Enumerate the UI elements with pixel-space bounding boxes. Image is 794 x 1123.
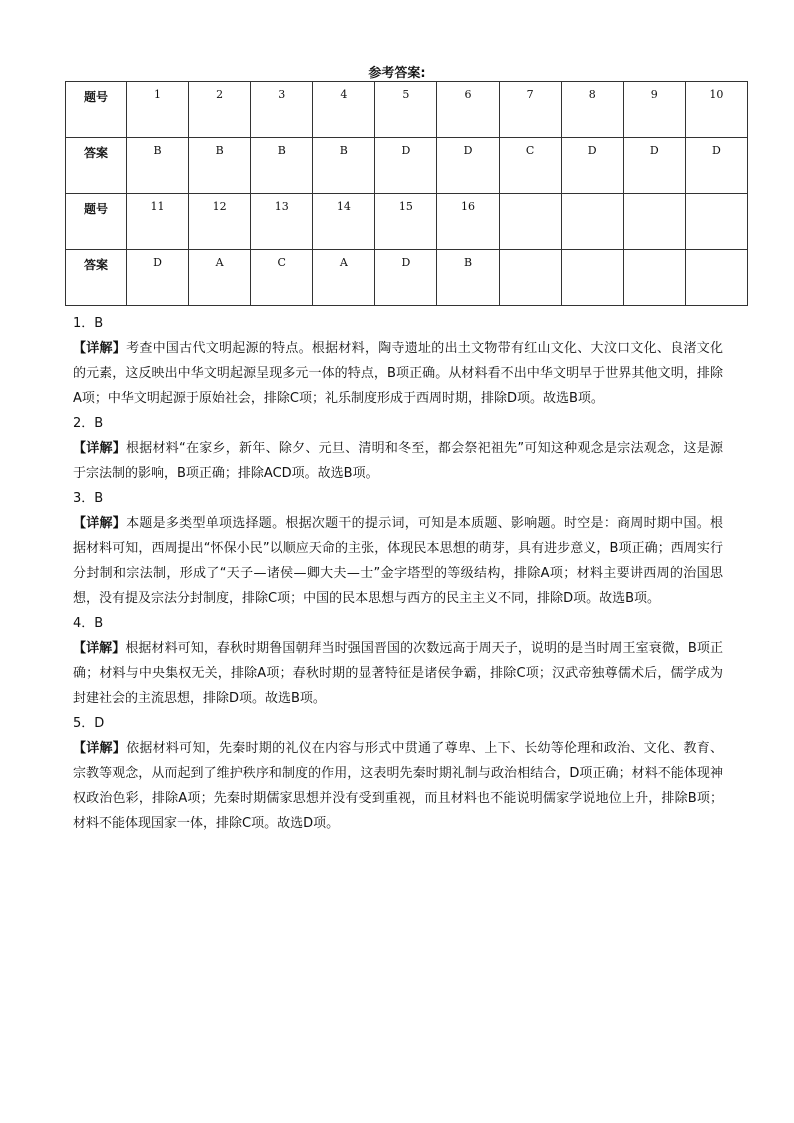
table-cell: D xyxy=(437,138,499,194)
table-cell: B xyxy=(437,250,499,306)
table-cell xyxy=(685,194,747,250)
table-cell: 5 xyxy=(375,82,437,138)
table-cell xyxy=(561,194,623,250)
table-cell: B xyxy=(189,138,251,194)
table-cell: A xyxy=(313,250,375,306)
question-explanation xyxy=(73,436,723,486)
table-cell: 2 xyxy=(189,82,251,138)
answer-table xyxy=(65,81,748,306)
table-cell: 8 xyxy=(561,82,623,138)
table-row xyxy=(66,82,748,138)
table-cell xyxy=(499,194,561,250)
table-row xyxy=(66,194,748,250)
table-cell: D xyxy=(623,138,685,194)
table-cell xyxy=(561,250,623,306)
table-cell: B xyxy=(251,138,313,194)
table-cell: 9 xyxy=(623,82,685,138)
explanation-text: 考查中国古代文明起源的特点。根据材料，陶寺遗址的出土文物带有红山文化、大汶口文化、良渚文化的元素，这反映出中华文明起源呈现多元一体的特点，B项正确。从材料看不出中华文明早于世界其他文明，排除A项；中华文明起源于原始社会，排除C项；礼乐制度形成于西周时期，排除D项。故选B项。 xyxy=(73,341,723,406)
table-cell: B xyxy=(127,138,189,194)
row-header: 答案 xyxy=(66,138,127,194)
answer-key-title: 参考答案: xyxy=(368,66,426,81)
table-cell xyxy=(685,250,747,306)
detail-tag: 【详解】 xyxy=(73,516,127,531)
table-cell: 4 xyxy=(313,82,375,138)
table-cell: 12 xyxy=(189,194,251,250)
row-header: 题号 xyxy=(66,82,127,138)
explanation-text: 根据材料“在家乡，新年、除夕、元旦、清明和冬至，都会祭祀祖先”可知这种观念是宗法观念，这是源于宗法制的影响，B项正确；排除ACD项。故选B项。 xyxy=(73,441,723,481)
table-cell: 6 xyxy=(437,82,499,138)
table-cell: 11 xyxy=(127,194,189,250)
table-cell: 3 xyxy=(251,82,313,138)
table-cell: D xyxy=(375,138,437,194)
question-number: 2．B xyxy=(73,416,104,431)
table-cell: 1 xyxy=(127,82,189,138)
table-cell: 7 xyxy=(499,82,561,138)
explanations-section xyxy=(73,311,723,836)
table-cell: D xyxy=(685,138,747,194)
question-explanation xyxy=(73,636,723,711)
table-cell: 15 xyxy=(375,194,437,250)
question-number: 1．B xyxy=(73,316,104,331)
row-header: 题号 xyxy=(66,194,127,250)
question-explanation xyxy=(73,511,723,611)
row-header: 答案 xyxy=(66,250,127,306)
table-row xyxy=(66,138,748,194)
detail-tag: 【详解】 xyxy=(73,641,126,656)
table-cell: 14 xyxy=(313,194,375,250)
table-cell xyxy=(623,194,685,250)
question-explanation xyxy=(73,736,723,836)
table-cell: 13 xyxy=(251,194,313,250)
table-cell: 10 xyxy=(685,82,747,138)
table-cell: A xyxy=(189,250,251,306)
table-cell: D xyxy=(375,250,437,306)
question-number: 5．D xyxy=(73,716,105,731)
table-cell xyxy=(623,250,685,306)
table-cell: C xyxy=(251,250,313,306)
table-cell: D xyxy=(561,138,623,194)
table-cell: C xyxy=(499,138,561,194)
detail-tag: 【详解】 xyxy=(73,741,127,756)
explanation-text: 本题是多类型单项选择题。根据次题干的提示词，可知是本质题、影响题。时空是：商周时期中国。根据材料可知，西周提出“怀保小民”以顺应天命的主张，体现民本思想的萌芽，具有进步意义，B项正确；西周实行分封制和宗法制，形成了“天子—诸侯—卿大夫—士”金字塔型的等级结构，排除A项；材料主要讲西周的治国思想，没有提及宗法分封制度，排除C项；中国的民本思想与西方的民主主义不同，排除D项。故选B项。 xyxy=(73,516,723,606)
table-cell: D xyxy=(127,250,189,306)
explanation-text: 依据材料可知，先秦时期的礼仪在内容与形式中贯通了尊卑、上下、长幼等伦理和政治、文化、教育、宗教等观念，从而起到了维护秩序和制度的作用，这表明先秦时期礼制与政治相结合，D项正确；材料不能体现神权政治色彩，排除A项；先秦时期儒家思想并没有受到重视，而且材料也不能说明儒家学说地位上升，排除B项；材料不能体现国家一体，排除C项。故选D项。 xyxy=(73,741,723,831)
detail-tag: 【详解】 xyxy=(73,341,127,356)
question-number: 3．B xyxy=(73,491,104,506)
question-number: 4．B xyxy=(73,616,104,631)
detail-tag: 【详解】 xyxy=(73,441,127,456)
table-row xyxy=(66,250,748,306)
question-explanation xyxy=(73,336,723,411)
table-cell: B xyxy=(313,138,375,194)
explanation-text: 根据材料可知，春秋时期鲁国朝拜当时强国晋国的次数远高于周天子，说明的是当时周王室衰微，B项正确；材料与中央集权无关，排除A项；春秋时期的显著特征是诸侯争霸，排除C项；汉武帝独尊儒术后，儒学成为封建社会的主流思想，排除D项。故选B项。 xyxy=(73,641,723,706)
table-cell: 16 xyxy=(437,194,499,250)
table-cell xyxy=(499,250,561,306)
